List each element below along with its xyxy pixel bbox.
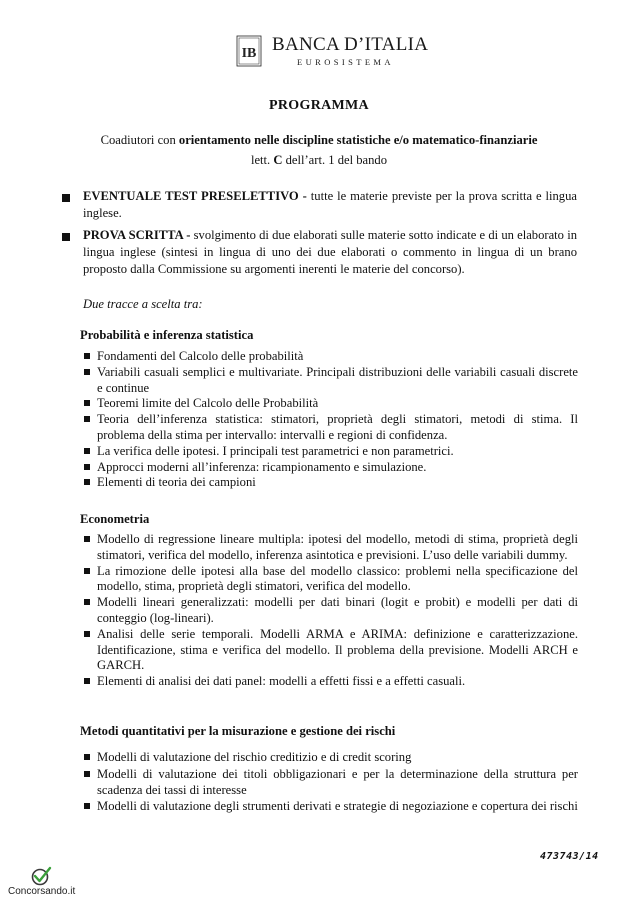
square-bullet-icon: [61, 232, 71, 242]
list-item-text: La verifica delle ipotesi. I principali test parametrici e non parametrici.: [97, 443, 454, 458]
list-item-text: Elementi di analisi dei dati panel: modelli a effetti fissi e a effetti casuali.: [97, 674, 466, 689]
list-item: [80, 767, 578, 799]
section-title-metodi-quantitativi: Metodi quantitativi per la misurazione e gestione dei rischi: [80, 724, 396, 738]
square-bullet-icon: [84, 754, 90, 760]
list-item-text: La rimozione delle ipotesi alla base del modello classico: problemi nella specificazione del modello, stima, proprietà degli stimatori, verifica del modello.: [97, 563, 578, 594]
paragraph-bold: PROVA SCRITTA -: [83, 228, 191, 242]
list-item-text: Fondamenti del Calcolo delle probabilità: [97, 349, 304, 363]
list-item: [80, 460, 578, 476]
square-bullet-icon: [84, 353, 90, 359]
square-bullet-icon: [84, 568, 90, 574]
subtitle-line2-post: dell’art. 1 del bando: [282, 153, 388, 167]
list-item: [80, 674, 578, 690]
square-bullet-icon: [84, 678, 90, 684]
list-item-text: Teoria dell’inferenza statistica: stimatori, proprietà degli stimatori, metodi di stima. Il problema della stima per intervallo: intervalli e regioni di confidenza.: [97, 412, 578, 442]
logo-name: BANCA D’ITALIA: [272, 34, 429, 55]
section-title-probabilita: Probabilità e inferenza statistica: [80, 328, 254, 342]
square-bullet-icon: [84, 479, 90, 485]
list-item-text: Elementi di teoria dei campioni: [97, 475, 256, 490]
list-item-text: Modelli di valutazione degli strumenti derivati e strategie di negoziazione e copertura dei rischi: [97, 799, 578, 814]
checkmark-logo-icon: [30, 866, 52, 886]
list-item-text: Approcci moderni all’inferenza: ricampionamento e simulazione.: [97, 459, 427, 474]
square-bullet-icon: [84, 369, 90, 375]
paragraph-text: svolgimento di due elaborati sulle materie sotto indicate e di un elaborato in lingua inglese (sintesi in lingua di uno dei due elaborati o commento in lingua di un brano proposto dalla Commissione su argomenti inerenti le materie del concorso).: [83, 228, 577, 276]
subtitle-line-2: [0, 153, 638, 168]
square-bullet-icon: [84, 464, 90, 470]
section-title-econometria: Econometria: [80, 512, 150, 526]
list-item-text: Modello di regressione lineare multipla: ipotesi del modello, metodi di stima, proprietà degli stimatori, verifica del modello, inferenza asintotica e previsioni. L’uso delle variabili dummy.: [97, 532, 578, 562]
watermark: [8, 866, 98, 900]
square-bullet-icon: [84, 400, 90, 406]
list-item: [80, 475, 578, 491]
watermark-text: Concorsando.it: [8, 886, 76, 897]
subtitle-line2-bold: C: [273, 153, 283, 167]
list-item: [80, 396, 578, 412]
list-item: [80, 595, 578, 627]
square-bullet-icon: [61, 193, 71, 203]
intro-text: Due tracce a scelta tra:: [83, 297, 203, 311]
paragraph-prova-scritta: [83, 227, 577, 278]
list-item-text: Modelli lineari generalizzati: modelli per dati binari (logit e probit) e modelli per dati di conteggio (log-lineari).: [97, 595, 578, 625]
svg-text:IB: IB: [241, 46, 257, 61]
list-item: [80, 349, 578, 365]
page-title: PROGRAMMA: [269, 98, 369, 113]
section-list-metodi-quantitativi: [80, 750, 578, 816]
list-item-text: Modelli di valutazione del rischio creditizio e di credit scoring: [97, 750, 412, 764]
square-bullet-icon: [84, 448, 90, 454]
square-bullet-icon: [84, 536, 90, 542]
list-item: [80, 750, 578, 766]
square-bullet-icon: [84, 631, 90, 637]
header: [0, 32, 638, 72]
list-item: [80, 532, 578, 564]
paragraph-test-preselettivo: [83, 188, 577, 222]
square-bullet-icon: [84, 771, 90, 777]
list-item-text: Variabili casuali semplici e multivariate. Principali distribuzioni delle variabili casuali discrete e continue: [97, 364, 578, 395]
logo-subtitle: EUROSISTEMA: [297, 57, 394, 67]
section-list-probabilita: [80, 349, 578, 491]
list-item: [80, 799, 578, 815]
subtitle-prefix: Coadiutori con: [100, 133, 179, 147]
square-bullet-icon: [84, 599, 90, 605]
list-item: [80, 444, 578, 460]
subtitle-line-1: [0, 133, 638, 148]
list-item-text: Analisi delle serie temporali. Modelli ARMA e ARIMA: definizione e caratterizzazione. Identificazione, stima e verifica del modello. Il problema della previsione. Modelli ARCH e GARCH.: [97, 626, 578, 673]
subtitle-line2-pre: lett.: [250, 153, 274, 167]
list-item-text: Modelli di valutazione dei titoli obbligazionari e per la determinazione della struttura per scadenza dei tassi di interesse: [97, 766, 578, 797]
document-code: 473743/14: [540, 851, 599, 862]
paragraph-bold: EVENTUALE TEST PRESELETTIVO -: [83, 189, 307, 203]
list-item: [80, 365, 578, 397]
paragraph-text: tutte le materie previste per la prova scritta e lingua inglese.: [83, 189, 577, 220]
subtitle-bold: orientamento nelle discipline statistiche e/o matematico-finanziarie: [178, 133, 538, 147]
square-bullet-icon: [84, 416, 90, 422]
square-bullet-icon: [84, 803, 90, 809]
list-item-text: Teoremi limite del Calcolo delle Probabilità: [97, 396, 319, 411]
section-list-econometria: [80, 532, 578, 690]
banca-ditalia-logo-icon: [236, 35, 262, 67]
list-item: [80, 564, 578, 596]
list-item: [80, 627, 578, 674]
list-item: [80, 412, 578, 444]
